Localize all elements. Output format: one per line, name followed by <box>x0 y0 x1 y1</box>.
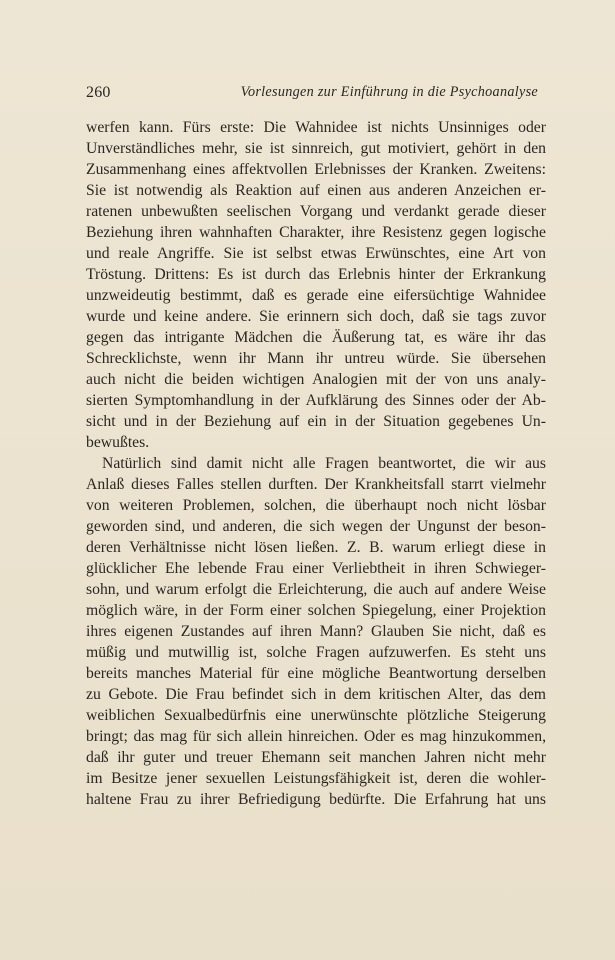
text-line: Schrecklichste, wenn ihr Mann ihr untreu würde. Sie übersehen <box>86 350 546 367</box>
text-line: Tröstung. Drittens: Es ist durch das Erlebnis hinter der Erkrankung <box>86 266 546 283</box>
paragraph-2 <box>86 453 546 810</box>
text-line: von weiteren Problemen, solchen, die überhaupt noch nicht lösbar <box>86 497 546 514</box>
text-line: Zusammenhang eines affektvollen Erlebnisses der Kranken. Zweitens: <box>86 161 546 178</box>
text-line: auch nicht die beiden wichtigen Analogien mit der von uns analy- <box>86 371 546 388</box>
text-line: möglich wäre, in der Form einer solchen Spiegelung, einer Projektion <box>86 602 546 619</box>
text-line: ratenen unbewußten seelischen Vorgang und verdankt gerade dieser <box>86 203 546 220</box>
text-line: geworden sind, und anderen, die sich wegen der Ungunst der beson- <box>86 518 546 535</box>
text-line: Sie ist notwendig als Reaktion auf einen aus anderen Anzeichen er- <box>86 182 546 199</box>
running-title: Vorlesungen zur Einführung in die Psychoanalyse <box>240 84 538 100</box>
text-line: deren Verhältnisse nicht lösen ließen. Z. B. warum erliegt diese in <box>86 539 546 556</box>
text-line: werfen kann. Fürs erste: Die Wahnidee ist nichts Unsinniges oder <box>86 119 546 136</box>
text-line: bewußtes. <box>86 434 150 451</box>
page-number: 260 <box>86 84 111 101</box>
text-line: ihres eigenen Zustandes auf ihren Mann? Glauben Sie nicht, daß es <box>86 623 546 640</box>
text-line: bereits manches Material für eine mögliche Beantwortung derselben <box>86 665 546 682</box>
running-head <box>86 84 538 108</box>
text-line: sierten Symptomhandlung in der Aufklärung des Sinnes oder der Ab- <box>86 392 546 409</box>
text-line: weiblichen Sexualbedürfnis eine unerwünschte plötzliche Steigerung <box>86 707 546 724</box>
text-line: glücklicher Ehe lebende Frau einer Verliebtheit in ihren Schwieger- <box>86 560 546 577</box>
text-line: Unverständliches mehr, sie ist sinnreich, gut motiviert, gehört in den <box>86 140 546 157</box>
text-line: im Besitze jener sexuellen Leistungsfähigkeit ist, deren die wohler- <box>86 770 546 787</box>
text-line: Anlaß dieses Falles stellen durften. Der Krankheitsfall starrt vielmehr <box>86 476 546 493</box>
paragraph-1 <box>86 117 546 453</box>
text-line: bringt; das mag für sich allein hinreichen. Oder es mag hinzukommen, <box>86 728 546 745</box>
text-line: daß ihr guter und treuer Ehemann seit manchen Jahren nicht mehr <box>86 749 546 766</box>
text-line: gegen das intrigante Mädchen die Äußerung tat, es wäre ihr das <box>86 329 546 346</box>
text-line: zu Gebote. Die Frau befindet sich in dem kritischen Alter, das dem <box>86 686 546 703</box>
text-line: haltene Frau zu ihrer Befriedigung bedürfte. Die Erfahrung hat uns <box>86 791 546 808</box>
text-line: Beziehung ihren wahnhaften Charakter, ihre Resistenz gegen logische <box>86 224 546 241</box>
text-line: wurde und keine andere. Sie erinnern sich doch, daß sie tags zuvor <box>86 308 546 325</box>
text-line: unzweideutig bestimmt, daß es gerade eine eifersüchtige Wahnidee <box>86 287 546 304</box>
text-line: sicht und in der Beziehung auf ein in der Situation gegebenes Un- <box>86 413 546 430</box>
text-line: sohn, und warum erfolgt die Erleichterung, die auch auf andere Weise <box>86 581 546 598</box>
text-line: müßig und mutwillig ist, solche Fragen aufzuwerfen. Es steht uns <box>86 644 546 661</box>
text-line: Natürlich sind damit nicht alle Fragen beantwortet, die wir aus <box>102 455 546 472</box>
text-line: und reale Angriffe. Sie ist selbst etwas Erwünschtes, eine Art von <box>86 245 546 262</box>
body-text <box>86 117 546 810</box>
